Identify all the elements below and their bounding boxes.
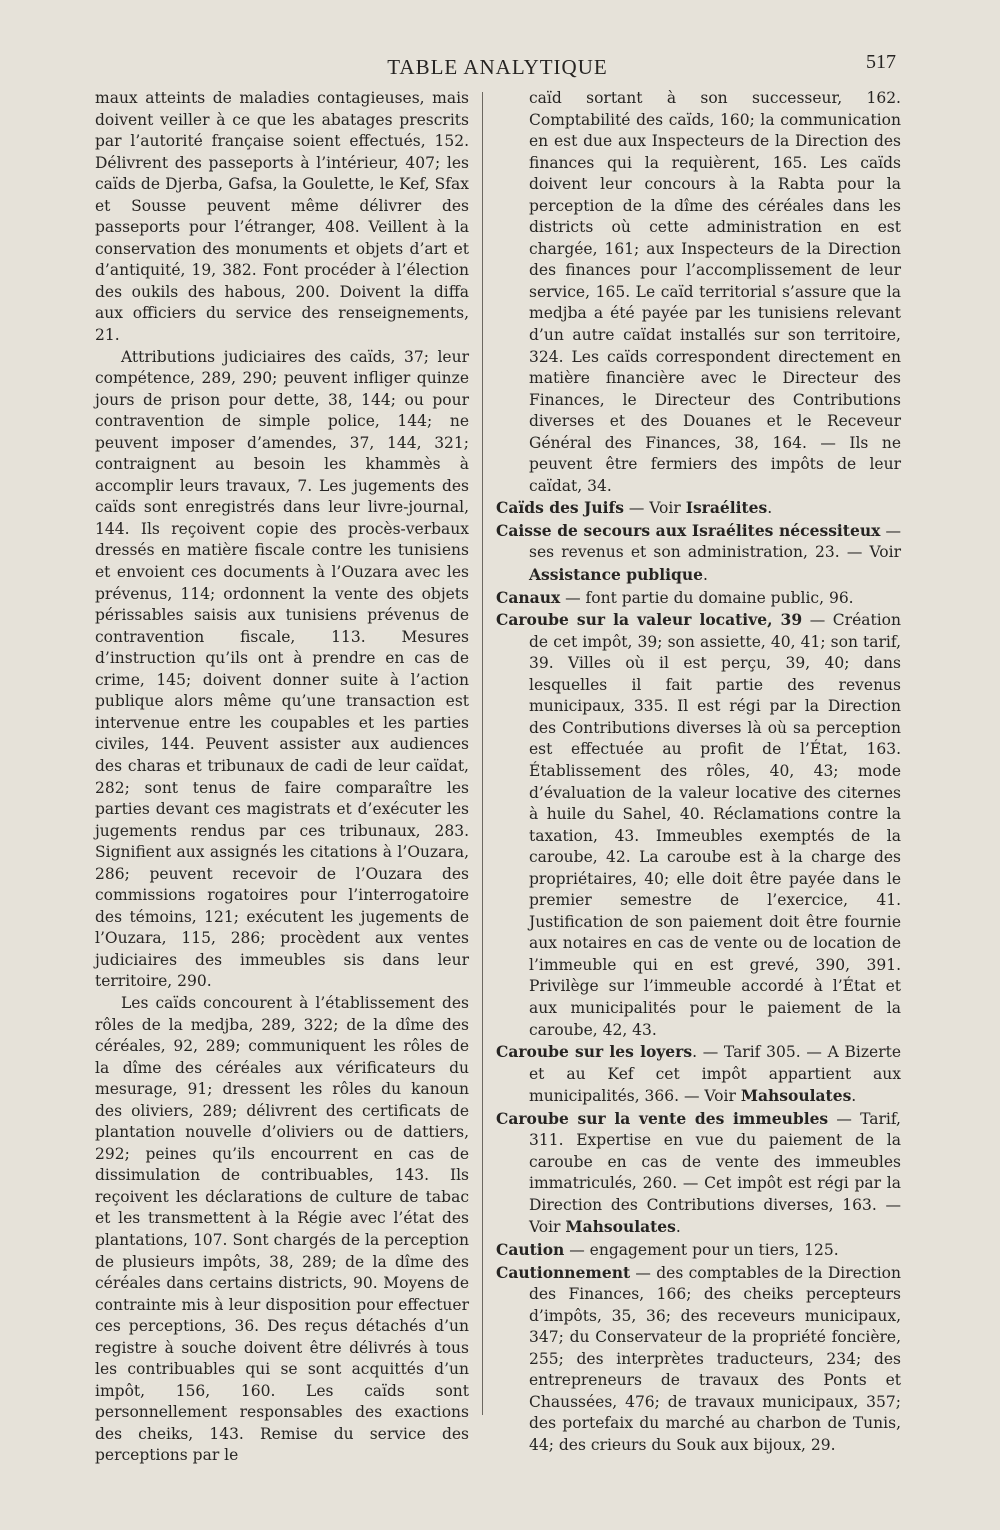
right-column <box>496 88 901 1456</box>
index-entry <box>496 1108 901 1239</box>
entry-text: . <box>851 1087 857 1106</box>
entry-headword: Israélites <box>685 498 768 518</box>
entry-text: . — Tarif 305. — A Bizerte et au Kef cet impôt appartient aux municipalités, 366. — Voir <box>529 1043 902 1106</box>
paragraph: Attributions judiciaires des caïds, 37; leur compétence, 289, 290; peuvent infliger quinze jours de prison pour dette, 38, 144; ou pour contravention de simple police, 144; ne peuvent imposer d’amendes, 37, 144, 321; contraignent au besoin les khammès à accomplir leurs travaux, 7. Les jugements des caïds sont enregistrés dans leur livre-journal, 144. Ils reçoivent copie des procès-verbaux dressés en matière fiscale contre les tunisiens et envoient ces documents à l’Ouzara avec les prévenus, 114; ordonnent la vente des objets périssables saisis aux tunisiens prévenus de contravention fiscale, 113. Mesures d’instruction qu’ils ont à prendre en cas de crime, 145; doivent donner suite à l’action publique alors même qu’une transaction est intervenue entre les coupables et les parties civiles, 144. Peuvent assister aux audiences des charas et tribunaux de cadi de leur caïdat, 282; sont tenus de faire comparaître les parties devant ces magistrats et d’exécuter les jugements rendus par ces tribunaux, 283. Signifient aux assignés les citations à l’Ouzara, 286; peuvent recevoir de l’Ouzara des commissions rogatoires pour l’interrogatoire des témoins, 121; exécutent les jugements de l’Ouzara, 115, 286; procèdent aux ventes judiciaires des immeubles sis dans leur territoire, 290. <box>95 347 469 991</box>
entry-headword: Canaux <box>496 587 561 607</box>
entry-headword: Caroube sur la vente des immeubles <box>496 1108 829 1128</box>
entry-text: — Voir <box>623 499 686 518</box>
entry-text: — Tarif, 311. Expertise en vue du paiement de la caroube en cas de vente des immeubles immatriculés, 260. — Cet impôt est régi par la Direction des Contributions diverses, 163. — Voir <box>529 1109 901 1237</box>
running-head <box>95 51 900 83</box>
entry-text: — engagement pour un tiers, 125. <box>564 1240 839 1259</box>
entry-text: — ses revenus et son administration, 23. — Voir <box>529 521 901 562</box>
index-entries <box>496 497 901 1456</box>
entry-text: . <box>702 566 708 585</box>
paragraph: maux atteints de maladies contagieuses, mais doivent veiller à ce que les abatages prescrits par l’autorité française soient effectués, 152. Délivrent des passeports à l’intérieur, 407; les caïds de Djerba, Gafsa, la Goulette, le Kef, Sfax et Sousse peuvent même délivrer des passeports pour l’étranger, 408. Veillent à la conservation des monuments et objets d’art et d’antiquité, 19, 382. Font procéder à l’élection des oukils des habous, 200. Doivent la diffa aux officiers du service des renseignements, 21. <box>95 89 469 345</box>
index-entry <box>496 520 901 587</box>
index-entry <box>496 587 901 610</box>
entry-text: . <box>675 1218 681 1237</box>
entry-headword: Caisse de secours aux Israélites nécessiteux <box>496 520 881 540</box>
entry-text: — des comptables de la Direction des Finances, 166; des cheiks percepteurs d’impôts, 35, 36; des receveurs municipaux, 347; du Conservateur de la propriété foncière, 255; des interprètes traducteurs, 234; des entrepreneurs de travaux des Ponts et Chaussées, 476; de travaux municipaux, 357; des portefaix du marché au charbon de Tunis, 44; des crieurs du Souk aux bijoux, 29. <box>529 1263 901 1454</box>
index-entry <box>496 1239 901 1262</box>
index-entry <box>496 497 901 520</box>
entry-headword: Cautionnement <box>496 1262 631 1282</box>
entry-text: . <box>767 499 773 518</box>
index-entry <box>496 1262 901 1457</box>
index-entry <box>496 1041 901 1108</box>
entry-headword: Caution <box>496 1239 565 1259</box>
entry-headword: Mahsoulates <box>565 1217 676 1237</box>
entry-text: — font partie du domaine public, 96. <box>560 588 854 607</box>
page-number: 517 <box>866 51 896 73</box>
index-entry <box>496 609 901 1041</box>
paragraph: caïd sortant à son successeur, 162. Comptabilité des caïds, 160; la communication en est due aux Inspecteurs de la Direction des finances qui la requièrent, 165. Les caïds doivent leur concours à la Rabta pour la perception de la dîme des céréales dans les districts où cette administration en est chargée, 161; aux Inspecteurs de la Direction des finances pour l’accomplissement de leur service, 165. Le caïd territorial s’assure que la medjba a été payée par les tunisiens relevant d’un autre caïdat installés sur son territoire, 324. Les caïds correspondent directement en matière financière avec le Directeur des Finances, le Directeur des Contributions diverses et des Douanes et le Receveur Général des Finances, 38, 164. — Ils ne peuvent être fermiers des impôts de leur caïdat, 34. <box>529 89 901 495</box>
entry-text: — Création de cet impôt, 39; son assiette, 40, 41; son tarif, 39. Villes où il est perçu, 39, 40; dans lesquelles il fait partie des revenus municipaux, 335. Il est régi par la Direction des Contributions diverses là où sa perception est effectuée au profit de l’État, 163. Établissement des rôles, 40, 43; mode d’évaluation de la valeur locative des citernes à huile du Sahel, 40. Réclamations contre la taxation, 43. Immeubles exemptés de la caroube, 42. La caroube est à la charge des propriétaires, 40; elle doit être payée dans le premier semestre de l’exercice, 41. Justification de son paiement doit être fournie aux notaires en cas de vente ou de location de l’immeuble qui en est grevé, 390, 391. Privilège sur l’immeuble accordé à l’État et aux municipalités pour le paiement de la caroube, 42, 43. <box>529 611 901 1039</box>
entry-headword: Mahsoulates <box>740 1086 852 1106</box>
page-title: TABLE ANALYTIQUE <box>387 55 608 79</box>
column-divider <box>482 92 483 1415</box>
entry-headword: Caïds des Juifs <box>496 498 624 518</box>
entry-headword: Caroube sur la valeur locative, 39 <box>496 610 803 630</box>
entry-headword: Assistance publique <box>529 565 703 585</box>
left-column <box>95 88 469 1467</box>
entry-headword: Caroube sur les loyers <box>496 1042 693 1062</box>
paragraph: Les caïds concourent à l’établissement des rôles de la medjba, 289, 322; de la dîme des céréales, 92, 289; communiquent les rôles de la dîme des céréales aux vérificateurs du mesurage, 91; dressent les rôles du kanoun des oliviers, 289; délivrent des certificats de plantation nouvelle d’oliviers ou de dattiers, 292; peines qu’ils encourrent en cas de dissimulation de contribuables, 143. Ils reçoivent les déclarations de culture de tabac et les transmettent à la Régie avec l’état des plantations, 107. Sont chargés de la perception de plusieurs impôts, 38, 289; de la dîme des céréales dans certains districts, 90. Moyens de contrainte mis à leur disposition pour effectuer ces perceptions, 36. Des reçus détachés d’un registre à souche doivent être délivrés à tous les contribuables qui se sont acquittés d’un impôt, 156, 160. Les caïds sont personnellement responsables des exactions des cheiks, 143. Remise du service des perceptions par le <box>95 993 469 1465</box>
